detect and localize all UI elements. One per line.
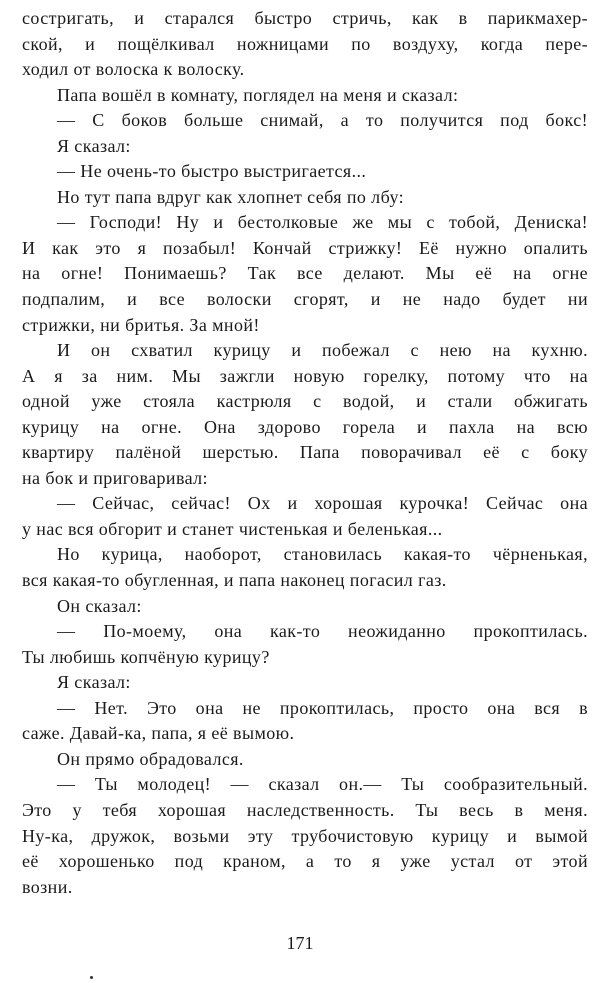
text-line: на огне! Понимаешь? Так все делают. Мы её на огне (22, 263, 588, 284)
text-line: И как это я позабыл! Кончай стрижку! Её нужно опалить (22, 237, 588, 258)
text-line: — Господи! Ну и бестолковые же мы с тобой, Дениска! (57, 212, 588, 233)
text-line: И он схватил курицу и побежал с нею на кухню. (57, 340, 588, 361)
text-line: — Нет. Это она не прокоптилась, просто она вся в (57, 697, 588, 718)
text-line: Я сказал: (57, 672, 131, 693)
text-line: Я сказал: (57, 135, 131, 156)
text-line: состригать, и старался быстро стричь, как в парикмахер- (22, 8, 588, 28)
text-line: Но тут папа вдруг как хлопнет себя по лбу: (57, 186, 405, 207)
page-number: 171 (286, 933, 314, 953)
text-line: вся какая-то обугленная, и папа наконец погасил газ. (22, 570, 447, 591)
text-line: на бок и приговаривал: (22, 467, 208, 488)
text-line: А я за ним. Мы зажгли новую горелку, потому что на (22, 365, 588, 386)
text-line: её хорошенько под краном, а то я уже устал от этой (22, 851, 588, 872)
text-line: Папа вошёл в комнату, поглядел на меня и сказал: (57, 84, 459, 105)
text-line: стрижки, ни бритья. За мной! (22, 314, 260, 335)
book-page-text (22, 6, 588, 900)
text-line: — Ты молодец! — сказал он.— Ты сообразительный. (57, 774, 588, 795)
text-line: — С боков больше снимай, а то получится под бокс! (57, 110, 588, 131)
text-line: саже. Давай-ка, папа, я её вымою. (22, 723, 295, 744)
text-line: ходил от волоска к волоску. (22, 59, 245, 80)
scan-speck (90, 976, 93, 979)
text-line: у нас вся обгорит и станет чистенькая и беленькая... (22, 518, 443, 539)
text-line: — Не очень-то быстро выстригается... (57, 161, 367, 182)
text-line: — Сейчас, сейчас! Ох и хорошая курочка! Сейчас она (57, 493, 588, 514)
text-line: Ну-ка, дружок, возьми эту трубочистовую курицу и вымой (22, 825, 588, 846)
text-line: ской, и пощёлкивал ножницами по воздуху, когда пере- (22, 33, 588, 54)
text-line: Он сказал: (57, 595, 142, 616)
text-line: Это у тебя хорошая наследственность. Ты весь в меня. (22, 799, 588, 820)
text-line: Он прямо обрадовался. (57, 748, 244, 769)
text-line: — По-моему, она как-то неожиданно прокоптилась. (57, 621, 588, 642)
text-line: Ты любишь копчёную курицу? (22, 646, 270, 667)
text-line: подпалим, и все волоски сгорят, и не надо будет ни (22, 289, 588, 310)
text-line: курицу на огне. Она здорово горела и пахла на всю (22, 416, 588, 437)
text-line: Но курица, наоборот, становилась какая-то чёрненькая, (57, 544, 588, 565)
text-line: одной уже стояла кастрюля с водой, и стали обжигать (22, 391, 588, 412)
text-line: возни. (22, 876, 73, 897)
text-line: квартиру палёной шерстью. Папа поворачивал её с боку (22, 442, 588, 463)
